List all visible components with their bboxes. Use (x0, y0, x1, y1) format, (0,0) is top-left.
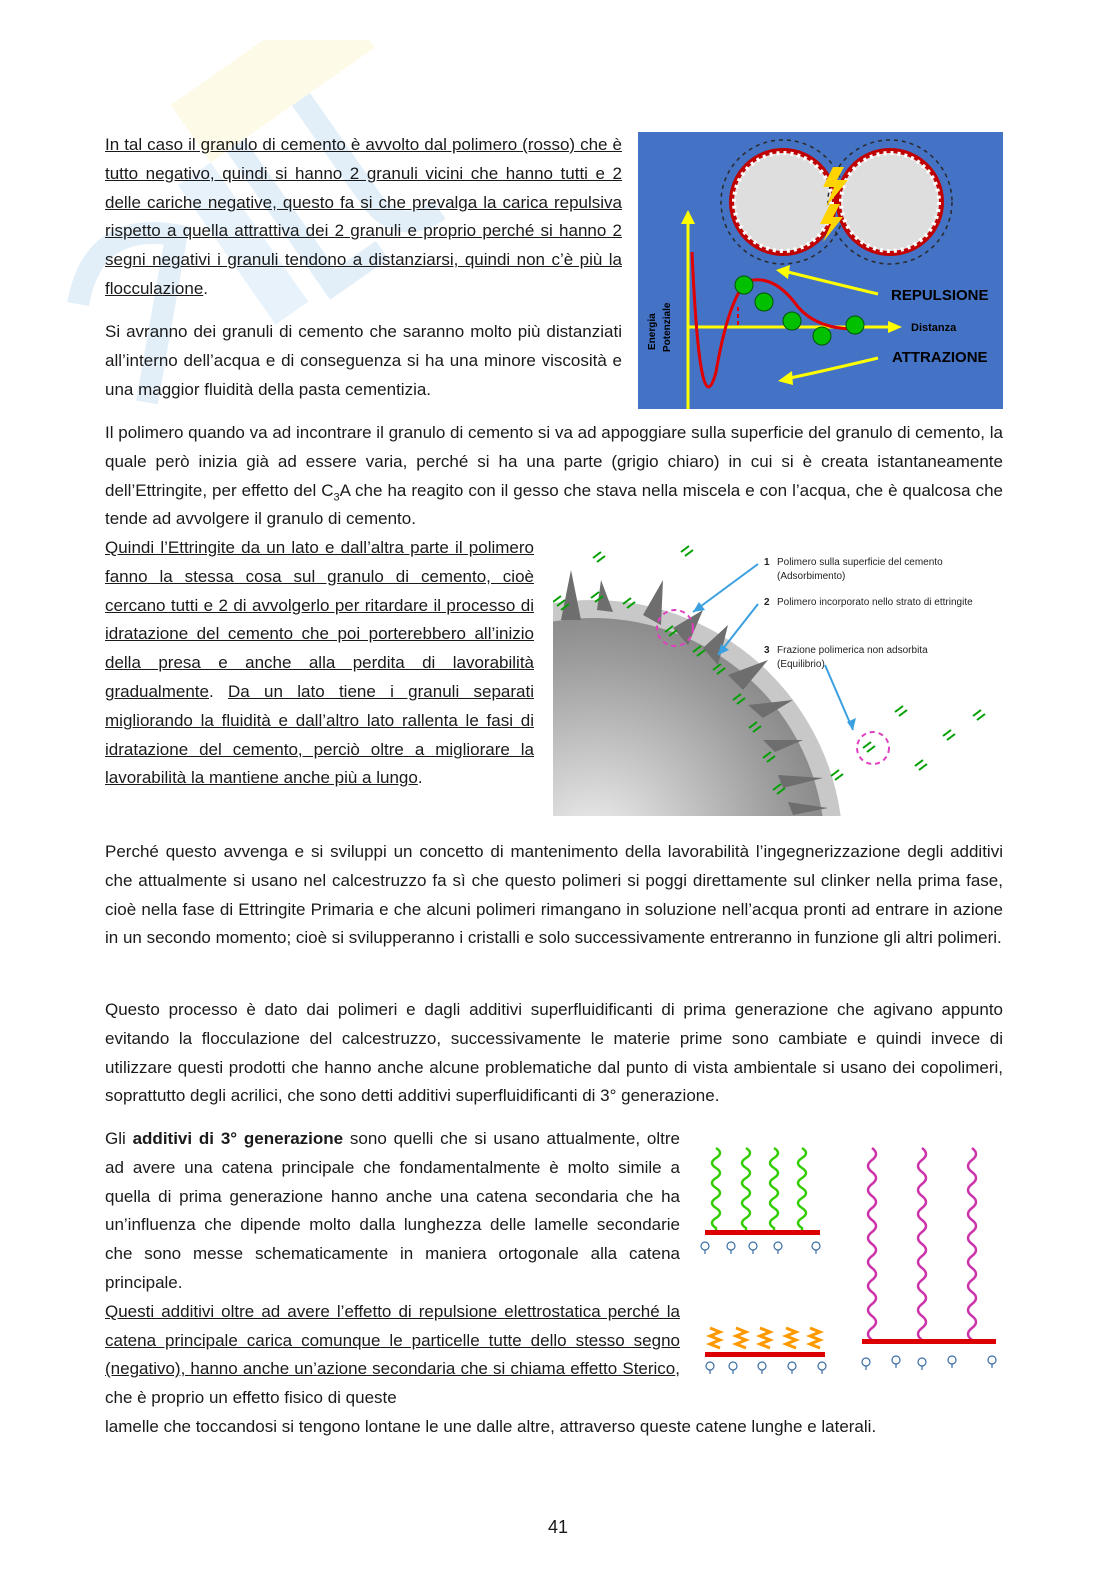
green-side-chains (712, 1148, 806, 1230)
subscript: 3 (333, 490, 340, 503)
underlined-text: Quindi l’Ettringite da un lato e dall’altra parte il polimero fanno la stessa cosa sul granulo di cemento, cioè cercano tutti e 2 di avvolgerlo per ritardare il processo di idratazione del cemento che poi porterebbero all’inizio della presa e anche alla perdita di lavorabilità gradualmente (105, 538, 534, 701)
granule-left (734, 153, 832, 251)
paragraph-third-generation (105, 1125, 680, 1413)
label-2: Polimero incorporato nello strato di ettringite (777, 597, 973, 608)
granule-right (841, 153, 939, 251)
repulsion-attraction-figure (638, 132, 1003, 409)
paragraph-workability (105, 838, 1003, 953)
paragraph-polymer-wrap (105, 131, 622, 304)
label-2-number: 2 (764, 597, 770, 608)
bold-term: additivi di 3° generazione (132, 1129, 344, 1148)
paragraph-retard (105, 534, 534, 793)
ball (813, 327, 831, 345)
magenta-side-chains (868, 1148, 976, 1344)
paragraph-text: lamelle che toccandosi si tengono lontane le une dalle altre, attraverso queste catene lunghe e laterali. (105, 1417, 877, 1436)
label-repulsion: REPULSIONE (891, 287, 989, 304)
charge-markers (862, 1356, 996, 1370)
label-attraction: ATTRAZIONE (892, 349, 988, 366)
paragraph-steric-end (105, 1413, 1003, 1442)
label-1: Polimero sulla superficie del cemento (777, 557, 943, 568)
label-3: Frazione polimerica non adsorbita (777, 645, 928, 656)
label-1-sub: (Adsorbimento) (777, 571, 846, 582)
orange-side-chains (710, 1328, 820, 1348)
text-part: A che ha reagito con il gesso che stava nella miscela e con l’acqua, che è qualcosa che tende ad avvolgere il granulo di cemento. (105, 480, 1003, 529)
ball (846, 316, 864, 334)
ball (755, 293, 773, 311)
paragraph-ettringite (105, 419, 1003, 534)
underlined-text: In tal caso il granulo di cemento è avvolto dal polimero (rosso) che è tutto negativo, quindi si hanno 2 granuli vicini che hanno tutti e 2 delle cariche negative, questo fa si che prevalga la carica repulsiva rispetto a quella attrattiva dei 2 granuli e proprio perché si hanno 2 segni negativi i granuli tendono a distanziarsi, quindi non c’è più la flocculazione (105, 135, 622, 298)
ball (783, 312, 801, 330)
charge-markers (701, 1242, 820, 1254)
text-part: , che è proprio un effetto fisico di queste (105, 1359, 680, 1408)
charge-markers (706, 1362, 826, 1374)
axis-label-energy: Energia (647, 313, 658, 350)
label-1-number: 1 (764, 557, 770, 568)
cement-grain-figure (553, 540, 1005, 816)
paragraph-viscosity (105, 318, 622, 404)
period: . (203, 278, 209, 298)
paragraph-text: Questo processo è dato dai polimeri e dagli additivi superfluidificanti di prima generazione che agivano appunto evitando la flocculazione del calcestruzzo, successivamente le materie prime sono cambiate e quindi invece di utilizzare questi prodotti che hanno anche alcune problematiche dal punto di vista ambientale si usano dei copolimeri, soprattutto degli acrilici, che sono detti additivi superfluidificanti di 3° generazione. (105, 1000, 1003, 1106)
page-number: 41 (547, 1517, 569, 1537)
label-distance: Distanza (911, 322, 957, 334)
separator: . (208, 681, 228, 701)
period: . (417, 768, 423, 788)
main-chain (705, 1352, 825, 1357)
axis-label-potential: Potenziale (662, 302, 673, 352)
underlined-text: Da un lato tiene i granuli separati migliorando la fluidità e dall’altro lato rallenta le fasi di idratazione del cemento, perciò oltre a migliorare la lavorabilità la mantiene anche più a lungo (105, 681, 534, 788)
label-3-sub: (Equilibrio) (777, 659, 825, 670)
paragraph-text: Si avranno dei granuli di cemento che saranno molto più distanziati all’interno dell’acqua e di conseguenza si ha una minore viscosità e una maggior fluidità della pasta cementizia. (105, 322, 622, 399)
main-chain (862, 1339, 996, 1344)
paragraph-generations (105, 996, 1003, 1111)
label-3-number: 3 (764, 645, 770, 656)
text-part: sono quelli che si usano attualmente, oltre ad avere una catena principale che fondamentalmente è molto simile a quella di prima generazione hanno anche una catena secondaria che ha un’influenza che dipende molto dalla lunghezza delle lamelle secondarie che sono messe schematicamente in maniera ortogonale alla catena principale. (105, 1129, 680, 1292)
text-part: Gli (105, 1129, 133, 1148)
text-part: Il polimero quando va ad incontrare il granulo di cemento si va ad appoggiare sulla superficie del granulo di cemento, la quale però inizia già ad essere varia, perché si ha una parte (grigio chiaro) in cui si è creata istantaneamente dell’Ettringite, per effetto del C (105, 423, 1003, 500)
ball (735, 276, 753, 294)
comb-polymer-figure (700, 1140, 1005, 1385)
underlined-text: Questi additivi oltre ad avere l’effetto di repulsione elettrostatica perché la catena principale carica comunque le particelle tutte dello stesso segno (negativo), hanno anche un’azione secondaria che si chiama effetto Sterico (105, 1301, 680, 1379)
main-chain (705, 1230, 820, 1235)
paragraph-text: Perché questo avvenga e si sviluppi un concetto di mantenimento della lavorabilità l’ingegnerizzazione degli additivi che attualmente si usano nel calcestruzzo fa sì che questo polimeri si poggi direttamente sul clinker nella prima fase, cioè nella fase di Ettringite Primaria e che alcuni polimeri rimangano in soluzione nell’acqua pronti ad entrare in azione in un secondo momento; cioè si svilupperanno i cristalli e solo successivamente entreranno in funzione gli altri polimeri. (105, 842, 1003, 948)
